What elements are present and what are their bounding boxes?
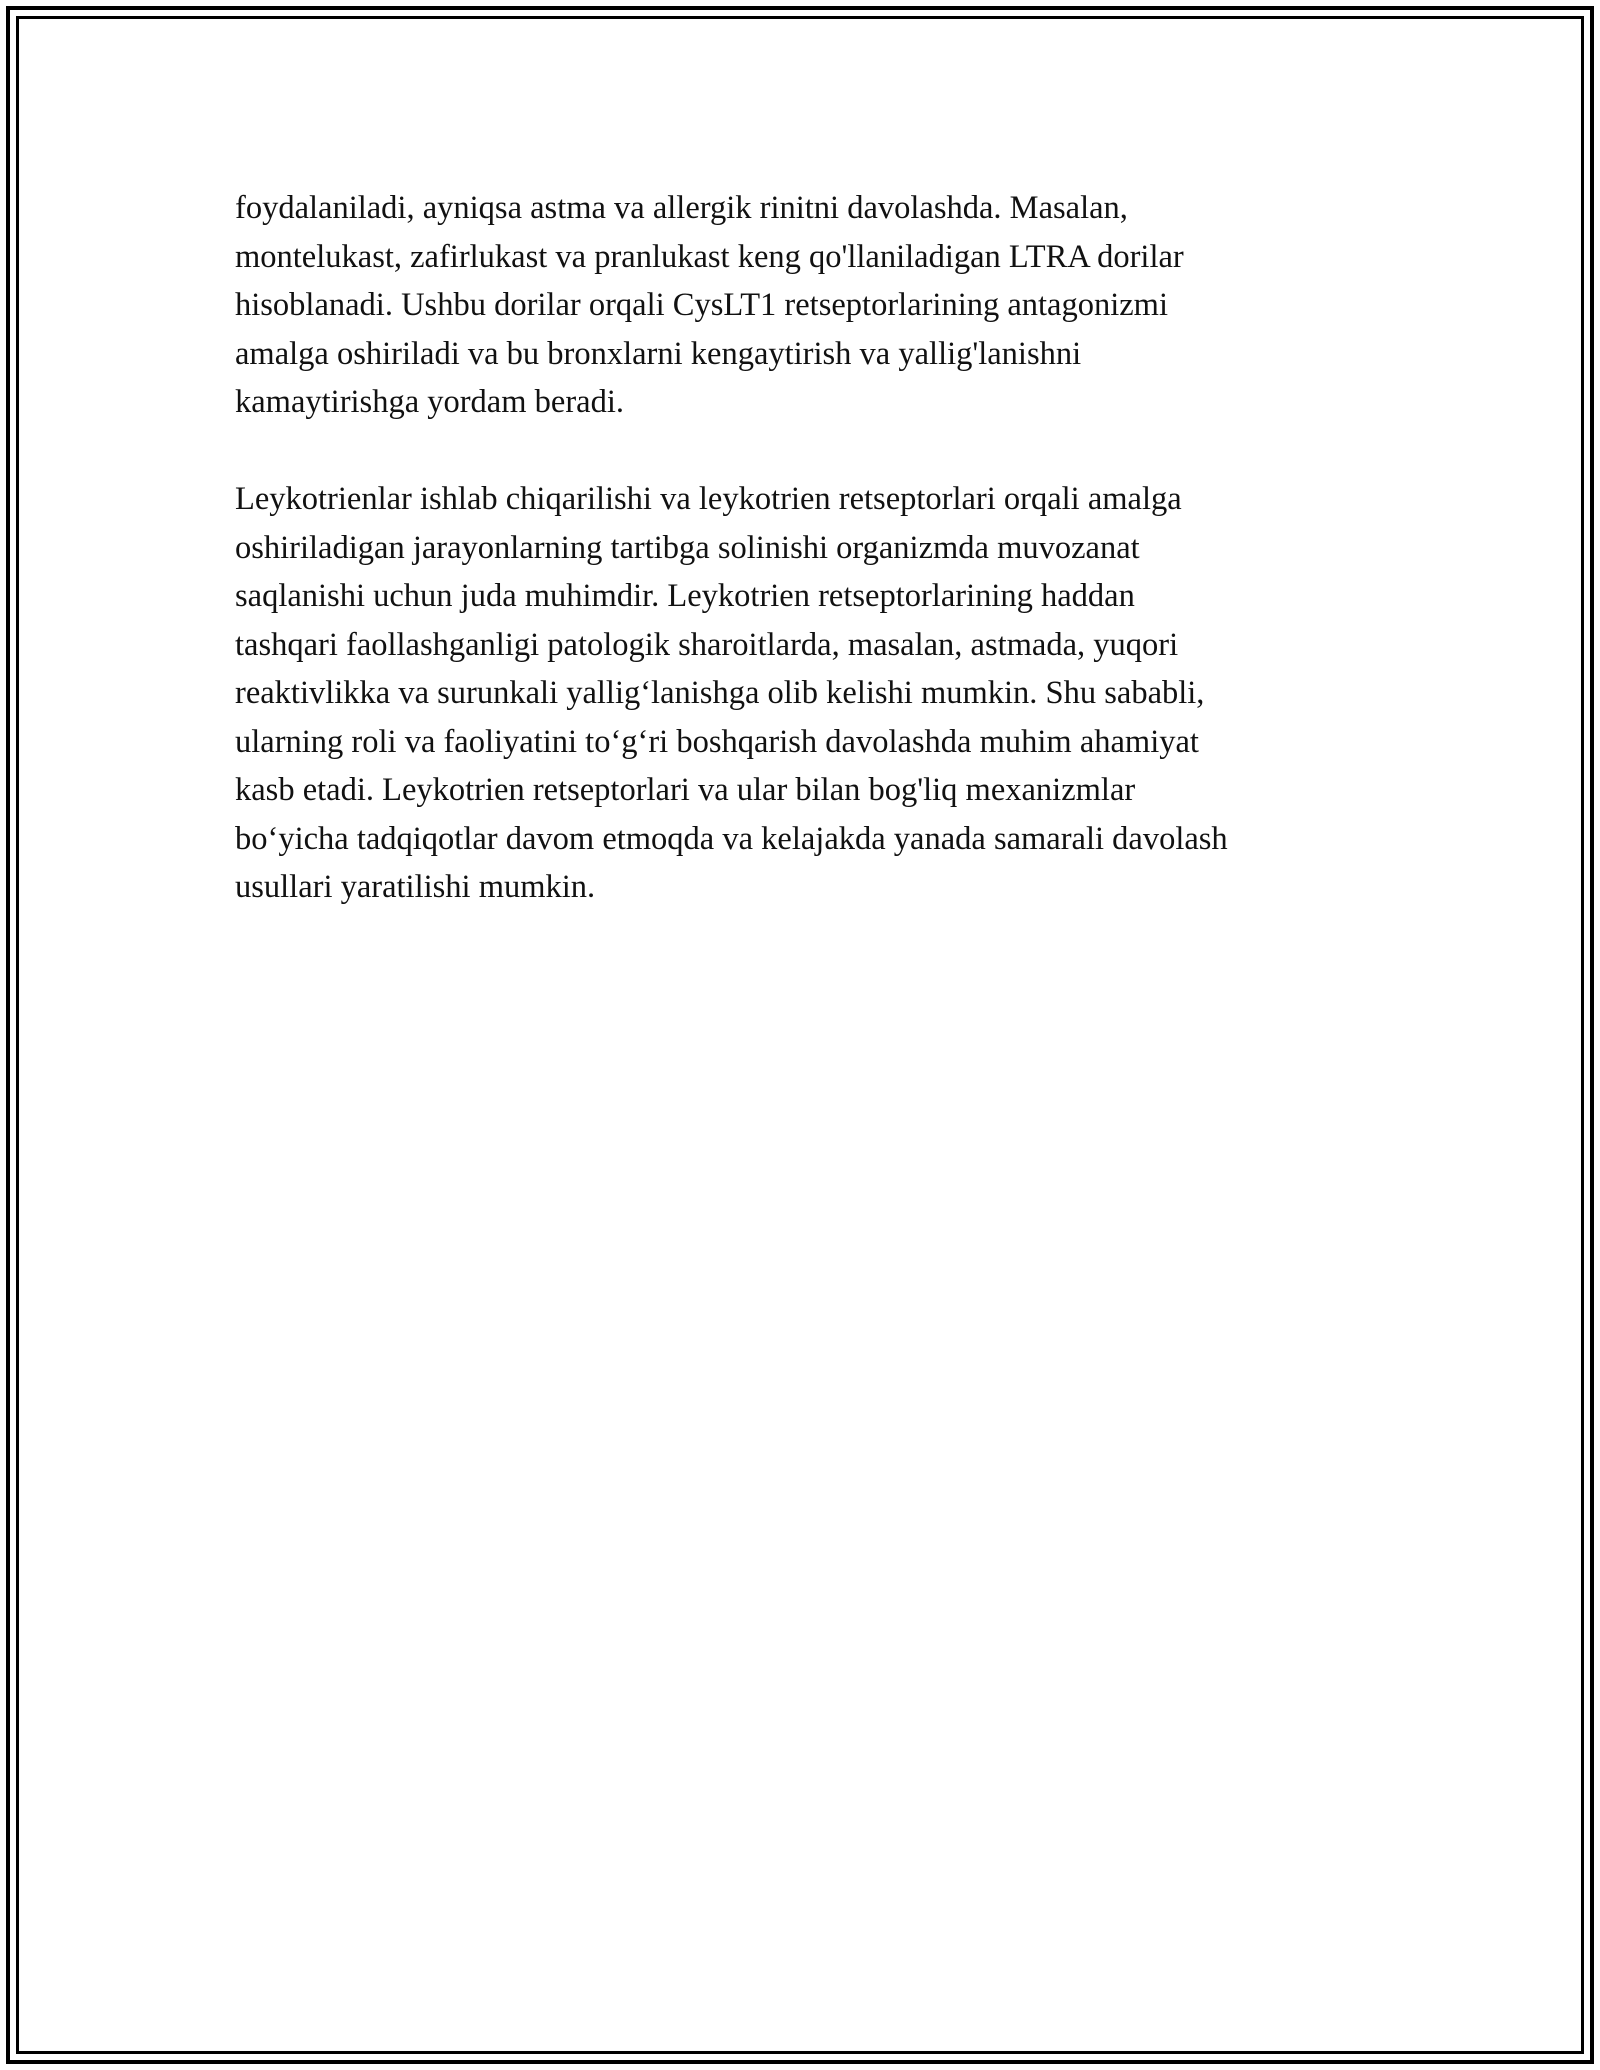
- paragraph-line: ularning roli va faoliyatini to‘g‘ri boshqarish davolashda muhim ahamiyat: [235, 723, 1199, 760]
- paragraph-line: hisoblanadi. Ushbu dorilar orqali CysLT1 retseptorlarining antagonizmi: [235, 287, 1168, 323]
- paragraph-line: Leykotrienlar ishlab chiqarilishi va leykotrien retseptorlari orqali amalga: [235, 481, 1182, 517]
- paragraph-line: oshiriladigan jarayonlarning tartibga solinishi organizmda muvozanat: [235, 529, 1140, 566]
- paragraph-line: usullari yaratilishi mumkin.: [235, 869, 596, 905]
- paragraph-line: amalga oshiriladi va bu bronxlarni kengaytirish va yallig'lanishni: [235, 335, 1082, 372]
- paragraph-line: tashqari faollashganligi patologik sharoitlarda, masalan, astmada, yuqori: [235, 626, 1179, 663]
- paragraph-line: saqlanishi uchun juda muhimdir. Leykotrien retseptorlarining haddan: [235, 578, 1135, 614]
- paragraph-line: foydalaniladi, ayniqsa astma va allergik rinitni davolashda. Masalan,: [235, 190, 1128, 226]
- paragraph-1: [235, 184, 1375, 427]
- paragraph-line: kamaytirishga yordam beradi.: [235, 384, 624, 420]
- paragraph-line: kasb etadi. Leykotrien retseptorlari va ular bilan bog'liq mexanizmlar: [235, 772, 1136, 808]
- paragraph-line: reaktivlikka va surunkali yallig‘lanishga olib kelishi mumkin. Shu sababli,: [235, 675, 1205, 711]
- paragraph-line: montelukast, zafirlukast va pranlukast keng qo'llaniladigan LTRA dorilar: [235, 238, 1184, 275]
- paragraph-2: [235, 475, 1375, 912]
- document-body: [235, 184, 1375, 912]
- paragraph-line: bo‘yicha tadqiqotlar davom etmoqda va kelajakda yanada samarali davolash: [235, 820, 1228, 857]
